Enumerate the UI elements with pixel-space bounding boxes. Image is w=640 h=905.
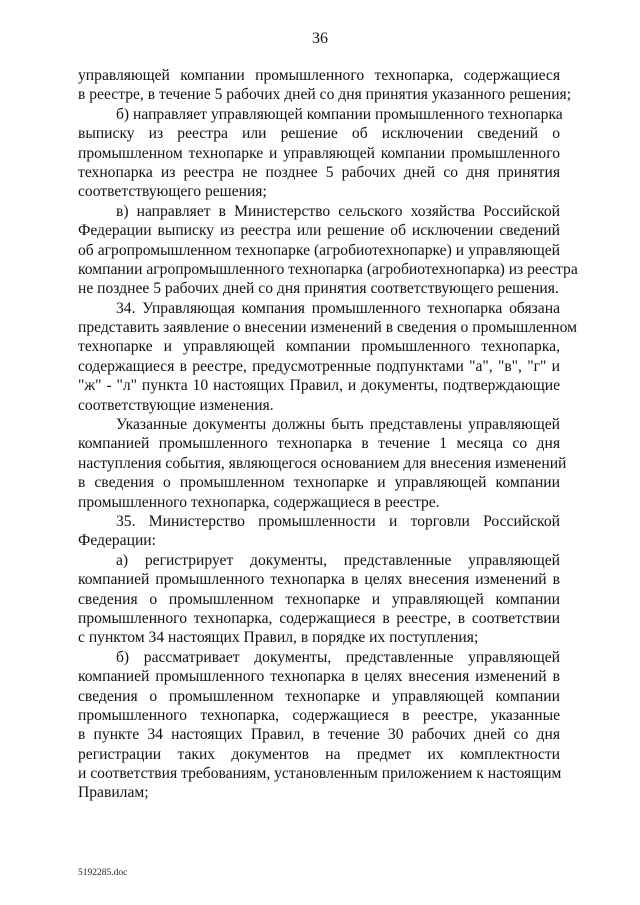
text-line: соответствующего решения; bbox=[78, 183, 267, 201]
text-line: 34. Управляющая компания промышленного технопарка обязана bbox=[116, 299, 560, 317]
text-line: компании агропромышленного технопарка (агробиотехнопарка) из реестра bbox=[78, 260, 578, 278]
text-line: б) рассматривает документы, представленные управляющей bbox=[116, 648, 560, 666]
text-line: промышленного технопарка, содержащиеся в реестре, указанные bbox=[78, 706, 560, 724]
text-line: выписку из реестра или решение об исключении сведений о bbox=[78, 125, 560, 143]
text-line: Указанные документы должны быть представлены управляющей bbox=[116, 416, 560, 434]
text-line: в сведения о промышленном технопарке и управляющей компании bbox=[78, 474, 560, 492]
text-line: промышленного технопарка, содержащиеся в реестре. bbox=[78, 493, 440, 511]
text-line: компанией промышленного технопарка в течение 1 месяца со дня bbox=[78, 435, 560, 453]
text-line: управляющей компании промышленного технопарка, содержащиеся bbox=[78, 67, 560, 84]
footer-file-code: 5192285.doc bbox=[78, 868, 128, 878]
text-line: б) направляет управляющей компании промышленного технопарка bbox=[116, 105, 563, 123]
text-line: содержащиеся в реестре, предусмотренные подпунктами "а", "в", "г" и bbox=[78, 357, 560, 375]
text-line: промышленном технопарке и управляющей компании промышленного bbox=[78, 144, 560, 162]
text-line: компанией промышленного технопарка в целях внесения изменений в bbox=[78, 668, 560, 686]
text-line: а) регистрирует документы, представленные управляющей bbox=[116, 551, 560, 569]
text-line: не позднее 5 рабочих дней со дня принятия соответствующего решения. bbox=[78, 280, 559, 298]
text-line: представить заявление о внесении изменений в сведения о промышленном bbox=[78, 319, 577, 337]
text-line: об агропромышленном технопарке (агробиотехнопарке) и управляющей bbox=[78, 241, 560, 259]
text-line: 35. Министерство промышленности и торговли Российской bbox=[116, 512, 560, 530]
text-line: и соответствия требованиям, установленным приложением к настоящим bbox=[78, 765, 562, 783]
text-line: с пунктом 34 настоящих Правил, в порядке их поступления; bbox=[78, 629, 479, 647]
text-line: промышленного технопарка, содержащиеся в реестре, в соответствии bbox=[78, 609, 560, 627]
text-line: в) направляет в Министерство сельского хозяйства Российской bbox=[116, 202, 560, 220]
text-line: соответствующие изменения. bbox=[78, 396, 274, 414]
text-line: в реестре, в течение 5 рабочих дней со дня принятия указанного решения; bbox=[78, 86, 572, 104]
text-line: в пункте 34 настоящих Правил, в течение 30 рабочих дней со дня bbox=[78, 726, 560, 744]
text-line: сведения о промышленном технопарке и управляющей компании bbox=[78, 687, 560, 705]
document-body bbox=[78, 66, 578, 803]
text-line: регистрации таких документов на предмет их комплектности bbox=[78, 745, 560, 763]
text-line: Федерации: bbox=[78, 532, 156, 550]
text-line: Правилам; bbox=[78, 784, 149, 802]
text-line: Федерации выписку из реестра или решение об исключении сведений bbox=[78, 222, 560, 240]
text-line: технопарке и управляющей компании промышленного технопарка, bbox=[78, 338, 560, 356]
text-line: "ж" - "л" пункта 10 настоящих Правил, и документы, подтверждающие bbox=[78, 377, 560, 395]
text-line: наступления события, являющегося основанием для внесения изменений bbox=[78, 454, 567, 472]
text-line: технопарка из реестра не позднее 5 рабочих дней со дня принятия bbox=[78, 163, 560, 181]
text-line: сведения о промышленном технопарке и управляющей компании bbox=[78, 590, 560, 608]
text-line: компанией промышленного технопарка в целях внесения изменений в bbox=[78, 571, 560, 589]
page-number: 36 bbox=[312, 30, 328, 47]
